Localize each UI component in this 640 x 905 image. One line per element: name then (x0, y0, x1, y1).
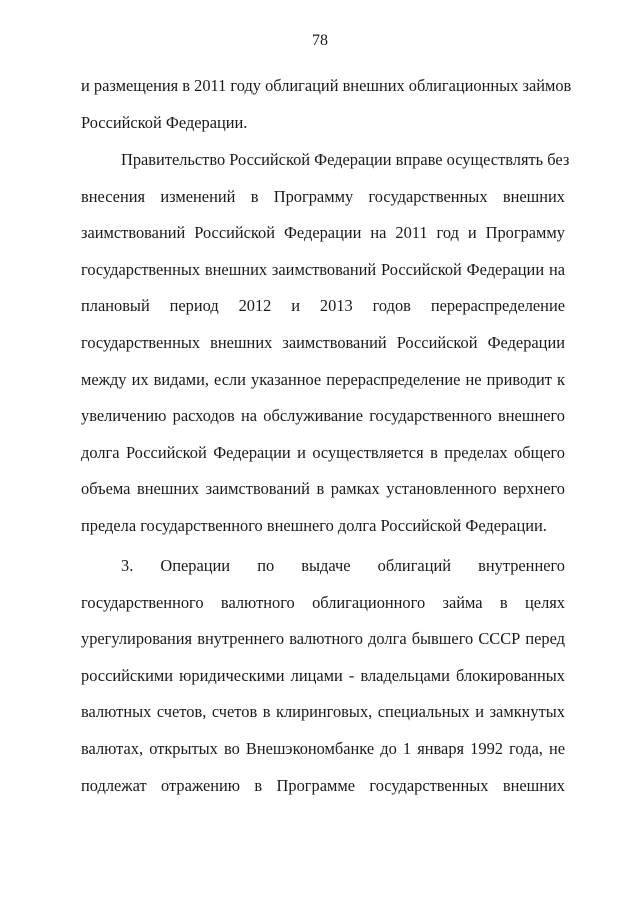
text-line: государственных внешних заимствований Российской Федерации (81, 332, 565, 352)
text-line: внесения изменений в Программу государственных внешних (81, 186, 565, 206)
text-line: Правительство Российской Федерации вправе осуществлять без (121, 150, 570, 169)
text-line: валютных счетов, счетов в клиринговых, специальных и замкнутых (81, 702, 565, 722)
paragraph-continuation (81, 68, 572, 141)
text-line: государственного валютного облигационного займа в целях (81, 592, 565, 612)
text-line: государственных внешних заимствований Российской Федерации на (81, 259, 565, 279)
text-line: подлежат отражению в Программе государственных внешних (81, 775, 565, 795)
paragraph-item-3 (81, 548, 565, 804)
text-line: урегулирования внутреннего валютного долга бывшего СССР перед (81, 629, 565, 649)
text-line: плановый период 2012 и 2013 годов перераспределение (81, 296, 565, 316)
text-line: заимствований Российской Федерации на 2011 год и Программу (81, 223, 565, 243)
text-line: между их видами, если указанное перераспределение не приводит к (81, 369, 565, 389)
paragraph-government-rights (81, 142, 570, 545)
text-line: Российской Федерации. (81, 112, 248, 132)
text-line: увеличению расходов на обслуживание государственного внешнего (81, 406, 565, 426)
text-line: 3. Операции по выдаче облигаций внутреннего (121, 556, 565, 575)
text-line: объема внешних заимствований в рамках установленного верхнего (81, 479, 565, 499)
text-line: российскими юридическими лицами - владельцами блокированных (81, 665, 565, 685)
page-number: 78 (312, 32, 328, 49)
text-line: долга Российской Федерации и осуществляется в пределах общего (81, 442, 565, 462)
text-line: и размещения в 2011 году облигаций внешних облигационных займов (81, 76, 572, 95)
text-line: предела государственного внешнего долга Российской Федерации. (81, 515, 547, 535)
text-line: валютах, открытых во Внешэкономбанке до 1 января 1992 года, не (81, 738, 565, 758)
